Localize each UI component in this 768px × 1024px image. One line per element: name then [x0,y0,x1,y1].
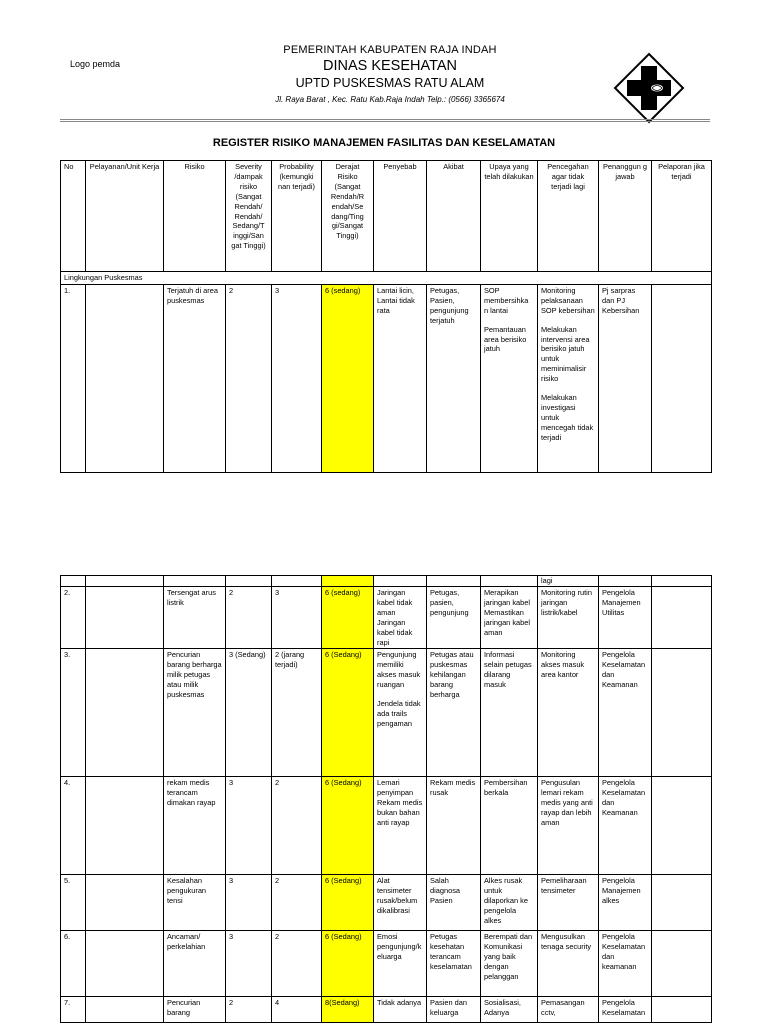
cell-pencegahan: Pengusulan lemari rekam medis yang anti rayap dan lebih aman [538,777,599,875]
cell-pencegahan: Monitoring akses masuk area kantor [538,649,599,777]
cell-probability: 4 [272,997,322,1023]
agency-name: DINAS KESEHATAN [322,58,458,74]
cell-pj: Pengelola Manajemen Utilitas [599,587,652,649]
cell-probability: 2 (jarang terjadi) [272,649,322,777]
cell-pencegahan: Mengusulkan tenaga security [538,931,599,997]
col-header: Upaya yang telah dilakukan [481,161,538,272]
cell-pj: Pengelola Keselamatan dan keamanan [599,931,652,997]
gov-name: PEMERINTAH KABUPATEN RAJA INDAH [283,44,497,56]
cell-akibat: Petugas kesehatan terancam keselamatan [427,931,481,997]
cell-severity: 2 [226,997,272,1023]
cell-pj: Pengelola Keselamatan [599,997,652,1023]
cell-akibat: Salah diagnosa Pasien [427,875,481,931]
header-rule [60,121,710,122]
cell-penyebab: Jaringan kabel tidak aman Jaringan kabel tidak rapi [374,587,427,649]
cell-unit [86,875,164,931]
cell-derajat: 6 (sedang) [322,587,374,649]
cell-upaya: Informasi selain petugas dilarang masuk [481,649,538,777]
cell-no: 4. [61,777,86,875]
table-row [61,649,712,777]
col-header: Probability (kemungki nan terjadi) [272,161,322,272]
table-row [61,931,712,997]
col-header: Penanggun g jawab [599,161,652,272]
cell-pencegahan: Pemeliharaan tensimeter [538,875,599,931]
logo-placeholder: Logo pemda [70,59,121,69]
cell-pj: Pj sarpras dan PJ Kebersihan [599,284,652,472]
cell-upaya: Berempati dan Komunikasi yang baik dengan pelanggan [481,931,538,997]
cell-penyebab: Tidak adanya [374,997,427,1023]
col-header: Penyebab [374,161,427,272]
col-header: Pelayanan/Unit Kerja [86,161,164,272]
cell-pencegahan: Pemasangan cctv, [538,997,599,1023]
cell-severity: 2 [226,284,272,472]
cell-pelaporan [652,931,712,997]
table-row [61,875,712,931]
cell-risiko: Pencurian barang [164,997,226,1023]
table-header-row [61,161,712,272]
cell-no: 5. [61,875,86,931]
upaya-text: SOP membersihka n lantai [484,285,529,315]
cell-penyebab [374,649,427,777]
risk-register-table-continued [60,575,712,1023]
pencegahan-text: Melakukan intervensi area berisiko jatuh untuk meminimalisir risiko [541,324,590,384]
cell-unit [86,931,164,997]
col-header: Severity /dampak risiko (Sangat Rendah/ Rendah/ Sedang/T inggi/San gat Tinggi) [226,161,272,272]
cell-risiko: Terjatuh di area puskesmas [164,284,226,472]
section-row [61,272,712,285]
continuation-row [61,576,712,587]
risk-register-table [60,160,712,473]
cell-derajat: 6 (Sedang) [322,777,374,875]
health-emblem-icon [613,52,685,124]
cell-akibat: Rekam medis rusak [427,777,481,875]
cell-penyebab: Lemari penyimpan Rekam medis bukan bahan anti rayap [374,777,427,875]
cell-unit [86,284,164,472]
cell-unit [86,587,164,649]
cell-risiko: Ancaman/ perkelahian [164,931,226,997]
table-row [61,997,712,1023]
cell-unit [86,649,164,777]
cell-severity: 3 [226,777,272,875]
cell-no: 1. [61,284,86,472]
pencegahan-text: Melakukan investigasi untuk mencegah tidak terjadi [541,393,594,442]
cell-penyebab: Lantai licin, Lantai tidak rata [374,284,427,472]
penyebab-text: Jendela tidak ada trails pengaman [377,699,421,728]
cell-penyebab: Alat tensimeter rusak/belum dikalibrasi [374,875,427,931]
table-row [61,587,712,649]
cell-pj: Pengelola Keselamatan dan Keamanan [599,777,652,875]
cell-risiko: Tersengat arus listrik [164,587,226,649]
continuation-text: lagi [538,576,599,587]
cell-unit [86,997,164,1023]
cell-upaya: Pembersihan berkala [481,777,538,875]
cell-pelaporan [652,777,712,875]
cell-pelaporan [652,875,712,931]
cell-upaya [481,284,538,472]
cell-no: 7. [61,997,86,1023]
cell-pencegahan [538,284,599,472]
cell-severity: 3 (Sedang) [226,649,272,777]
cell-no: 2. [61,587,86,649]
cell-derajat: 6 (Sedang) [322,649,374,777]
address: Jl. Raya Barat , Kec. Ratu Kab.Raja Indah Telp.: (0566) 3365674 [275,95,505,104]
cell-upaya: Merapikan jaringan kabel Memastikan jaringan kabel aman [481,587,538,649]
col-header: Pencegahan agar tidak terjadi lagi [538,161,599,272]
cell-akibat: Petugas atau puskesmas kehilangan barang berharga [427,649,481,777]
cell-pencegahan: Monitoring rutin jaringan listrik/kabel [538,587,599,649]
cell-akibat: Petugas, Pasien, pengunjung terjatuh [427,284,481,472]
cell-derajat: 6 (sedang) [322,284,374,472]
cell-risiko: Pencurian barang berharga milik petugas atau milik puskesmas [164,649,226,777]
cell-penyebab: Emosi pengunjung/keluarga [374,931,427,997]
cell-pelaporan [652,587,712,649]
cell-severity: 3 [226,931,272,997]
unit-name: UPTD PUSKESMAS RATU ALAM [295,76,485,90]
cell-pelaporan [652,997,712,1023]
cell-akibat: Petugas, pasien, pengunjung [427,587,481,649]
document-title: REGISTER RISIKO MANAJEMEN FASILITAS DAN KESELAMATAN [212,137,556,149]
cell-akibat: Pasien dan keluarga [427,997,481,1023]
cell-pelaporan [652,649,712,777]
cell-derajat: 6 (Sedang) [322,875,374,931]
cell-pj: Pengelola Manajemen alkes [599,875,652,931]
cell-probability: 3 [272,284,322,472]
cell-risiko: rekam medis terancam dimakan rayap [164,777,226,875]
col-header: Akibat [427,161,481,272]
cell-derajat: 8(Sedang) [322,997,374,1023]
cell-no: 3. [61,649,86,777]
cell-no: 6. [61,931,86,997]
cell-probability: 2 [272,875,322,931]
table-row [61,284,712,472]
col-header: Risiko [164,161,226,272]
header-rule [60,119,710,120]
upaya-text: Pemantauan area berisiko jatuh [484,324,527,354]
cell-unit [86,777,164,875]
col-header: Derajat Risiko (Sangat Rendah/R endah/Se dang/Ting gi/Sangat Tinggi) [322,161,374,272]
cell-upaya: Alkes rusak untuk dilaporkan ke pengelola alkes [481,875,538,931]
cell-upaya: Sosialisasi, Adanya [481,997,538,1023]
cell-pelaporan [652,284,712,472]
cell-severity: 2 [226,587,272,649]
cell-probability: 2 [272,931,322,997]
cell-probability: 3 [272,587,322,649]
letterhead [240,44,540,104]
cell-risiko: Kesalahan pengukuran tensi [164,875,226,931]
table-row [61,777,712,875]
col-header: Pelaporan jika terjadi [652,161,712,272]
col-header: No [61,161,86,272]
cell-probability: 2 [272,777,322,875]
cell-pj: Pengelola Keselamatan dan Keamanan [599,649,652,777]
cell-severity: 3 [226,875,272,931]
section-label: Lingkungan Puskesmas [61,272,712,285]
cell-derajat: 6 (Sedang) [322,931,374,997]
pencegahan-text: Monitoring pelaksanaan SOP kebersihan [541,285,595,315]
penyebab-text: Pengunjung memiliki akses masuk ruangan [377,650,421,690]
